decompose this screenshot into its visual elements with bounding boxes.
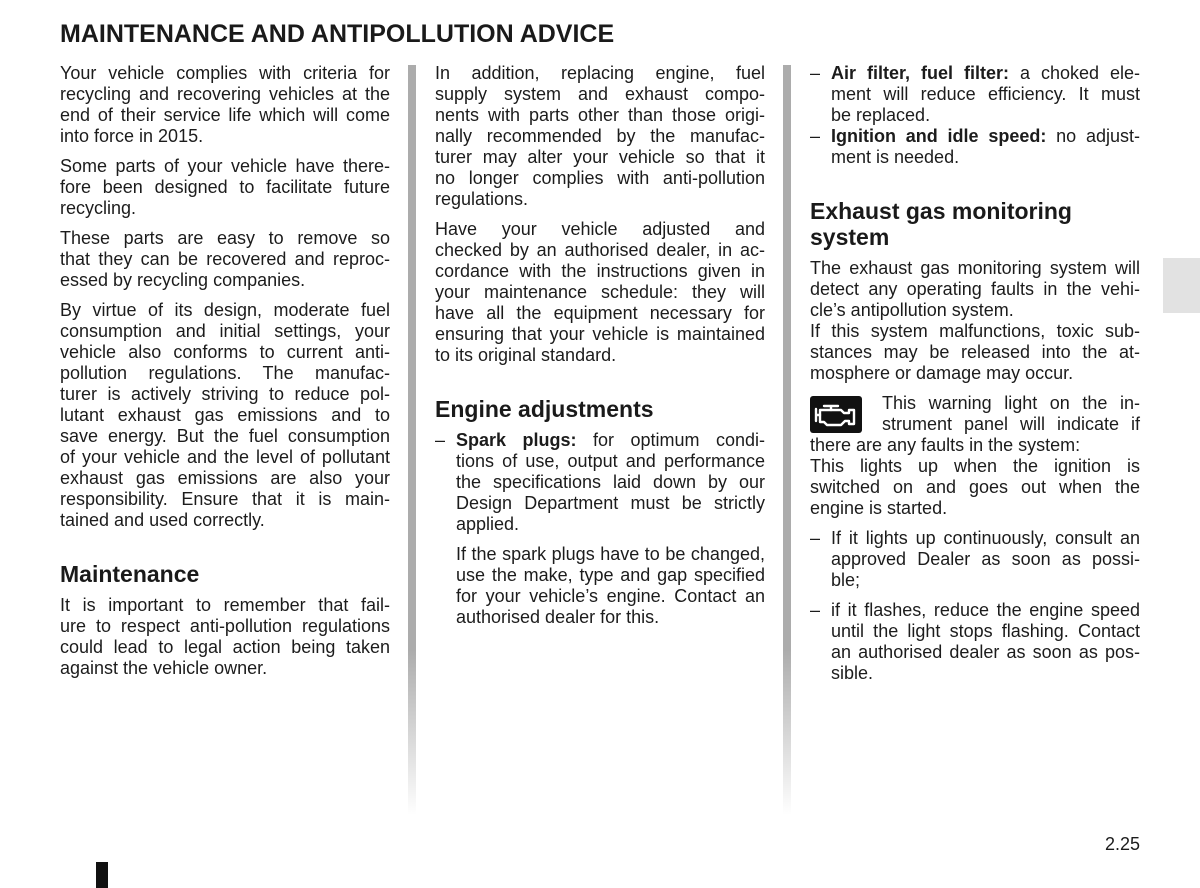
line-text: consumption and initial settings, your [60,320,390,341]
paragraph [60,228,390,291]
text-line [435,345,765,366]
line-text: If the spark plugs have to be changed, [456,543,765,564]
line-text: ensuring that your vehicle is maintained [435,323,765,344]
paragraph [810,258,1140,384]
line-text: authorised dealer for this. [456,606,660,627]
paragraph [810,393,1140,519]
line-text: Your vehicle complies with criteria for [60,62,390,83]
text-line [456,451,765,472]
text-line [60,658,390,679]
bullet-paragraph [831,126,1140,168]
line-text: there are any faults in the system: [810,434,1081,455]
text-line [60,321,390,342]
line-text: your maintenance schedule: they will [435,281,765,302]
text-line [60,198,390,219]
text-line [60,510,390,531]
line-text: an authorised dealer as soon as pos- [831,641,1140,662]
line-text: engine is started. [810,497,948,518]
text-line [60,126,390,147]
text-line [456,586,765,607]
text-line [831,570,1140,591]
page-edge-marker [96,862,108,888]
line-text: Engine adjustments [435,395,654,422]
text-line [60,426,390,447]
text-line [60,637,390,658]
section-heading [435,396,765,422]
line-text: This lights up when the ignition is [810,455,1140,476]
text-line [60,177,390,198]
line-text: recycling and recovering vehicles at the [60,83,390,104]
line-text: to its original standard. [435,344,617,365]
text-line [831,549,1140,570]
line-text: supply system and exhaust compo- [435,83,765,104]
line-text: be replaced. [831,104,931,125]
page-number: 2.25 [1104,834,1140,854]
bullet-paragraph [831,528,1140,591]
text-line [831,600,1140,621]
bullet-marker: – [810,125,821,146]
text-line [831,528,1140,549]
line-text: save energy. But the fuel consumption [60,425,390,446]
text-line [456,472,765,493]
paragraph [435,63,765,210]
paragraph [60,156,390,219]
text-line [831,147,1140,168]
line-text: for your vehicle’s engine. Contact an [456,585,765,606]
text-line [810,342,1140,363]
line-text: This warning light on the in- [882,392,1140,413]
bullet-item [435,430,765,628]
line-text: vehicle also conforms to current anti- [60,341,390,362]
section-heading [60,561,390,587]
line-text: turer may alter your vehicle so that it [435,146,765,167]
line-text: regulations. [435,188,529,209]
text-line [60,300,390,321]
text-line [435,105,765,126]
text-line [831,63,1140,84]
text-line [60,561,390,587]
line-text: switched on and goes out when the [810,476,1140,497]
line-text: detect any operating faults in the vehi- [810,278,1140,299]
text-line [60,468,390,489]
line-text: stances may be released into the at- [810,341,1140,362]
line-text: have all the equipment necessary for [435,302,765,323]
text-line [810,224,1140,250]
text-line [435,282,765,303]
bullet-marker: – [810,599,821,620]
paragraph [435,219,765,366]
text-line [435,147,765,168]
text-line [60,84,390,105]
line-text: ure to respect anti-pollution regulations [60,615,390,636]
text-line [435,126,765,147]
text-line [810,498,1140,519]
bullet-list [435,430,765,628]
line-text: no longer complies with anti-pollution [435,167,765,188]
line-text: sible. [831,662,874,683]
line-text: Maintenance [60,560,200,587]
bullet-lead: Ignition and idle speed: [831,125,1047,146]
line-text: fore been designed to facilitate future [60,176,390,197]
line-text: If this system malfunctions, toxic sub- [810,320,1140,341]
text-line [456,493,765,514]
text-line [810,198,1140,224]
line-text: lutant exhaust gas emissions and to [60,404,390,425]
text-line [60,156,390,177]
text-line [831,126,1140,147]
text-line [810,321,1140,342]
column-1 [60,63,390,679]
text-line [60,105,390,126]
text-line [456,430,765,451]
line-text: ment will reduce efficiency. It must [831,83,1140,104]
line-text: turer is actively striving to reduce pol- [60,383,390,404]
bullet-list [810,600,1140,684]
column-2 [435,63,765,628]
line-text: strument panel will indicate if [882,413,1140,434]
line-text: ble; [831,569,861,590]
paragraph [60,595,390,679]
line-text: If it lights up continuously, consult an [831,527,1140,548]
text-line [831,105,1140,126]
text-line [60,384,390,405]
line-text: use the make, type and gap specified [456,564,765,585]
line-text: Exhaust gas monitoring [810,197,1072,224]
line-text: In addition, replacing engine, fuel [435,62,765,83]
line-text: that they can be recovered and reproc- [60,248,390,269]
page-title: MAINTENANCE AND ANTIPOLLUTION ADVICE [60,20,615,48]
line-text: could lead to legal action being taken [60,636,390,657]
line-text: the specifications laid down by our [456,471,765,492]
line-text: exhaust gas emissions are also your [60,467,390,488]
line-text: cle’s antipollution system. [810,299,1014,320]
bullet-paragraph [831,600,1140,684]
text-line [60,363,390,384]
line-text: pollution regulations. The manufac- [60,362,390,383]
text-line [456,607,765,628]
line-text: The exhaust gas monitoring system will [810,257,1140,278]
text-line [435,189,765,210]
line-text: until the light stops flashing. Contact [831,620,1140,641]
text-line [435,396,765,422]
text-line [456,544,765,565]
line-text: These parts are easy to remove so [60,227,390,248]
text-line [60,447,390,468]
column-divider [783,65,791,815]
bullet-item [810,600,1140,684]
line-text: system [810,223,890,250]
text-line [435,219,765,240]
text-line [435,303,765,324]
line-text: It is important to remember that fail- [60,594,390,615]
text-line [831,84,1140,105]
bullet-lead: Air filter, fuel filter: [831,62,1009,83]
column-3 [810,63,1140,684]
line-text: into force in 2015. [60,125,204,146]
text-line [810,456,1140,477]
line-text: essed by recycling companies. [60,269,306,290]
text-line [60,342,390,363]
bullet-paragraph [456,430,765,535]
text-line [60,63,390,84]
text-line [831,663,1140,684]
bullet-marker: – [810,527,821,548]
paragraph [60,63,390,147]
line-text: By virtue of its design, moderate fuel [60,299,390,320]
line-text: nally recommended by the manufac- [435,125,765,146]
bullet-item [810,63,1140,126]
bullet-paragraph [456,544,765,628]
paragraph [60,300,390,531]
line-text: Some parts of your vehicle have there- [60,155,390,176]
bullet-item [810,126,1140,168]
text-line [810,363,1140,384]
bullet-marker: – [810,62,821,83]
text-line [60,595,390,616]
text-line [456,565,765,586]
line-text: responsibility. Ensure that it is main- [60,488,390,509]
text-line [831,642,1140,663]
bullet-marker: – [435,429,446,450]
line-text: applied. [456,513,520,534]
line-text: nents with parts other than those origi- [435,104,765,125]
text-line [60,249,390,270]
line-text: a choked ele- [1019,62,1140,83]
text-line [810,435,1140,456]
bullet-list [810,528,1140,591]
text-line [60,405,390,426]
text-line [60,270,390,291]
line-text: of your vehicle and the level of pollutant [60,446,390,467]
line-text: mosphere or damage may occur. [810,362,1074,383]
line-text: ment is needed. [831,146,960,167]
text-line [810,258,1140,279]
line-text: if it flashes, reduce the engine speed [831,599,1140,620]
line-text: Have your vehicle adjusted and [435,218,765,239]
column-divider [408,65,416,815]
text-line [435,84,765,105]
bullet-item [810,528,1140,591]
bullet-paragraph [831,63,1140,126]
text-line [435,168,765,189]
text-line [435,63,765,84]
line-text: checked by an authorised dealer, in ac- [435,239,765,260]
engine-warning-light-icon [810,393,862,433]
text-line [810,279,1140,300]
section-heading [810,198,1140,250]
bullet-list [810,63,1140,168]
line-text: tained and used correctly. [60,509,265,530]
text-line [435,324,765,345]
line-text: end of their service life which will come [60,104,390,125]
text-line [435,261,765,282]
line-text: for optimum condi- [592,429,765,450]
text-line [831,621,1140,642]
line-text: no adjust- [1056,125,1140,146]
line-text: Design Department must be strictly [456,492,765,513]
bullet-lead: Spark plugs: [456,429,577,450]
text-line [810,477,1140,498]
text-line [456,514,765,535]
line-text: cordance with the instructions given in [435,260,765,281]
text-line [810,300,1140,321]
line-text: tions of use, output and performance [456,450,765,471]
line-text: against the vehicle owner. [60,657,268,678]
text-line [60,489,390,510]
text-line [60,616,390,637]
line-text: approved Dealer as soon as possi- [831,548,1140,569]
line-text: recycling. [60,197,137,218]
chapter-tab [1163,258,1200,313]
text-line [435,240,765,261]
text-line [60,228,390,249]
